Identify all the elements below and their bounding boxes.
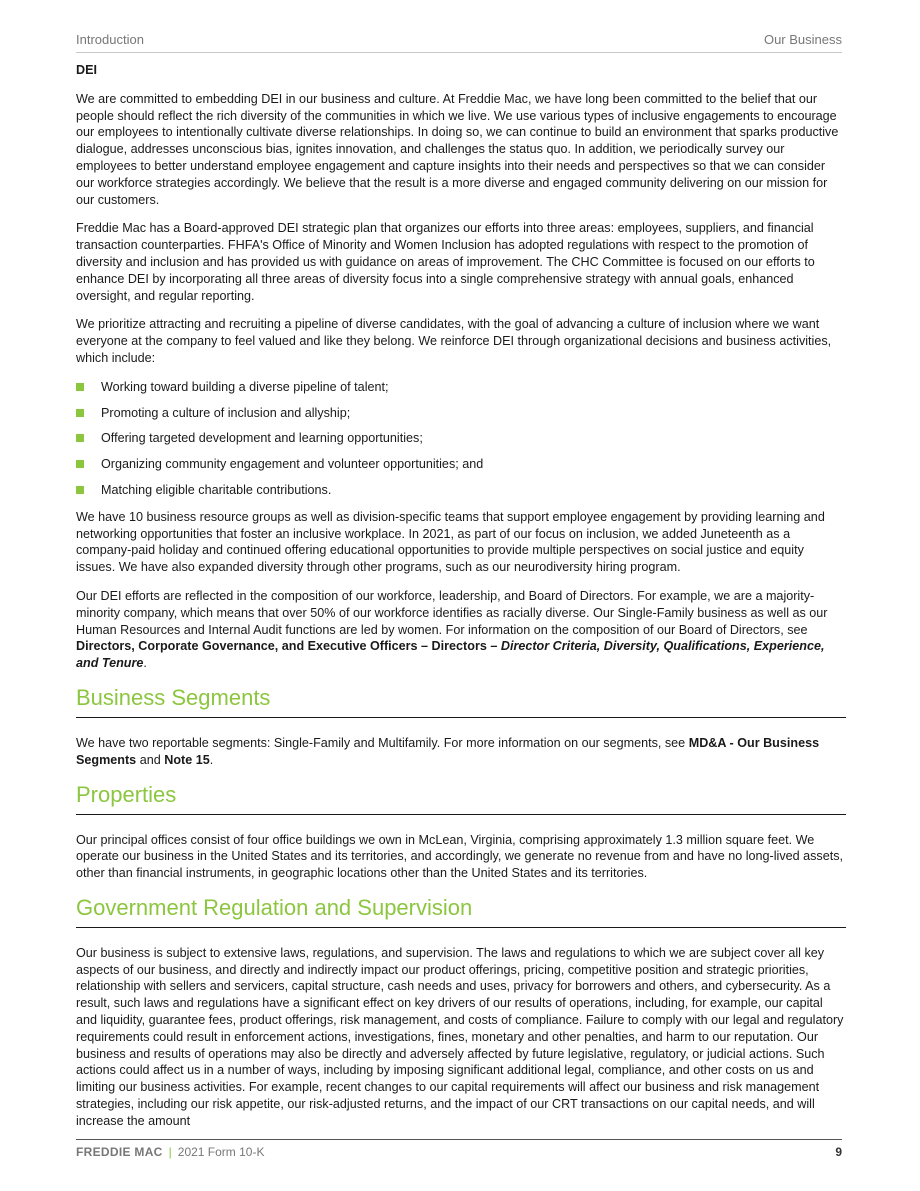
properties-paragraph: Our principal offices consist of four office buildings we own in McLean, Virginia, comprising approximately 1.3 million square feet. We operate our business in the United States and its territories, and accordingly, we generate no revenue from and have no long-lived assets, other than financial instruments, in geographic locations other than the United States and its territories. — [76, 832, 844, 881]
dei-paragraph-2: Freddie Mac has a Board-approved DEI strategic plan that organizes our efforts into three areas: employees, suppliers, and financial transaction counterparties. FHFA's Office of Minority and Women Inclusion has adopted regulations with respect to the promotion of diversity and inclusion and has provided us with guidance on areas of improvement. The CHC Committee is focused on our efforts to enhance DEI by incorporating all three areas of diversity focus into a single comprehensive strategy with annual goals, enhanced oversight, and regular reporting. — [76, 221, 815, 303]
page-content — [76, 62, 846, 1142]
bullet-text: Promoting a culture of inclusion and allyship; — [101, 405, 351, 420]
dei-p5-text: Our DEI efforts are reflected in the composition of our workforce, leadership, and Board of Directors. For example, we are a majority-minority company, which means that over 50% of our workforce identifies as racially diverse. Our Single-Family business as well as our Human Resources and Internal Audit functions are led by women. For information on the composition of our Board of Directors, see — [76, 588, 828, 637]
bullet-item — [76, 430, 846, 447]
dei-paragraph-1: We are committed to embedding DEI in our business and culture. At Freddie Mac, we have long been committed to the belief that our people should reflect the rich diversity of the communities in which we live. We use various types of inclusive engagements to encourage our employees to intentionally cultivate diverse relationships. In doing so, we can continue to build an environment that sparks productive dialogue, addresses unconscious bias, ignites innovation, and challenges the status quo. In addition, we periodically survey our employees to better understand employee engagement and capture insights into their needs and perspectives so that we can consider our workforce strategies accordingly. We believe that the result is a more diverse and engaged community delivering on our mission for our customers. — [76, 91, 839, 207]
header-topic-label: Our Business — [763, 32, 842, 47]
footer-divider — [76, 1139, 842, 1140]
bullet-text: Working toward building a diverse pipeline of talent; — [101, 379, 389, 394]
bullet-item — [76, 379, 846, 396]
header-divider — [76, 52, 842, 53]
board-composition-link[interactable]: Directors, Corporate Governance, and Executive Officers – Directors – — [76, 639, 501, 654]
bullet-square-icon — [76, 486, 84, 494]
segments-and: and — [136, 752, 165, 767]
footer-separator: | — [168, 1145, 172, 1159]
segments-text: We have two reportable segments: Single-Family and Multifamily. For more information on our segments, see — [76, 735, 689, 750]
properties-heading: Properties — [76, 781, 846, 815]
business-segments-paragraph — [76, 735, 846, 769]
bullet-text: Offering targeted development and learning opportunities; — [101, 431, 423, 446]
bullet-square-icon — [76, 383, 84, 391]
bullet-square-icon — [76, 434, 84, 442]
regulation-heading: Government Regulation and Supervision — [76, 894, 846, 928]
bullet-item — [76, 482, 846, 499]
footer-brand: FREDDIE MAC — [76, 1145, 163, 1159]
page-number: 9 — [835, 1145, 842, 1159]
dei-title: DEI — [76, 63, 97, 77]
bullet-text: Organizing community engagement and volunteer opportunities; and — [101, 457, 484, 472]
dei-paragraph-5 — [76, 588, 846, 672]
regulation-paragraph: Our business is subject to extensive laws, regulations, and supervision. The laws and regulations to which we are subject cover all key aspects of our business, and directly and indirectly impact our product offerings, pricing, competitive position and strategic priorities, relationship with sellers and servicers, capital structure, cash needs and uses, privacy for borrowers and others, and cybersecurity. As a result, such laws and regulations have a significant effect on key drivers of our results of operations, including, for example, our capital and liquidity, guarantee fees, product offerings, risk management, and costs of compliance. Failure to comply with our legal and regulatory requirements could result in enforcement actions, investigations, fines, monetary and other penalties, and harm to our reputation. Our business and results of operations may also be directly and adversely affected by future legislative, regulatory, or judicial actions. Such actions could affect us in a number of ways, including by imposing significant additional legal, compliance, and other costs on us and limiting our business activities. For example, recent changes to our capital requirements will affect our business and risk management strategies, including our risk appetite, our risk-adjusted returns, and the impact of our CRT transactions on our capital needs, and will increase the amount — [76, 945, 844, 1128]
bullet-square-icon — [76, 460, 84, 468]
regulation-section — [76, 894, 846, 1130]
note-15-link[interactable]: Note 15 — [164, 752, 210, 767]
dei-bullet-list — [76, 379, 846, 499]
business-segments-heading: Business Segments — [76, 684, 846, 718]
bullet-item — [76, 456, 846, 473]
mdna-segments-link[interactable]: MD&A - Our Business Segments — [76, 735, 820, 767]
bullet-square-icon — [76, 409, 84, 417]
footer-document-name: 2021 Form 10-K — [177, 1145, 265, 1159]
dei-section — [76, 62, 846, 672]
dei-paragraph-3: We prioritize attracting and recruiting a pipeline of diverse candidates, with the goal of advancing a culture of inclusion where we want everyone at the company to feel valued and like they belong. We reinforce DEI through organizational decisions and business activities, which include: — [76, 317, 832, 365]
dei-p5-end: . — [143, 656, 147, 671]
properties-section — [76, 781, 846, 882]
segments-end: . — [209, 752, 214, 767]
bullet-text: Matching eligible charitable contributions. — [101, 482, 332, 497]
dei-paragraph-4: We have 10 business resource groups as well as division-specific teams that support employee engagement by providing learning and networking opportunities that foster an inclusive workplace. In 2021, as part of our focus on inclusion, we added Juneteenth as a company-paid holiday and continued offering educational opportunities to provide multiple perspectives on social justice and equity issues. We have also expanded diversity through other programs, such as our neurodiversity hiring program. — [76, 509, 825, 575]
header-section-label: Introduction — [76, 32, 144, 47]
page-header — [76, 32, 842, 50]
page-footer — [76, 1145, 842, 1163]
business-segments-section — [76, 684, 846, 769]
director-criteria-link[interactable]: Director Criteria, Diversity, Qualifications, Experience, and Tenure — [76, 639, 825, 671]
bullet-item — [76, 405, 846, 422]
